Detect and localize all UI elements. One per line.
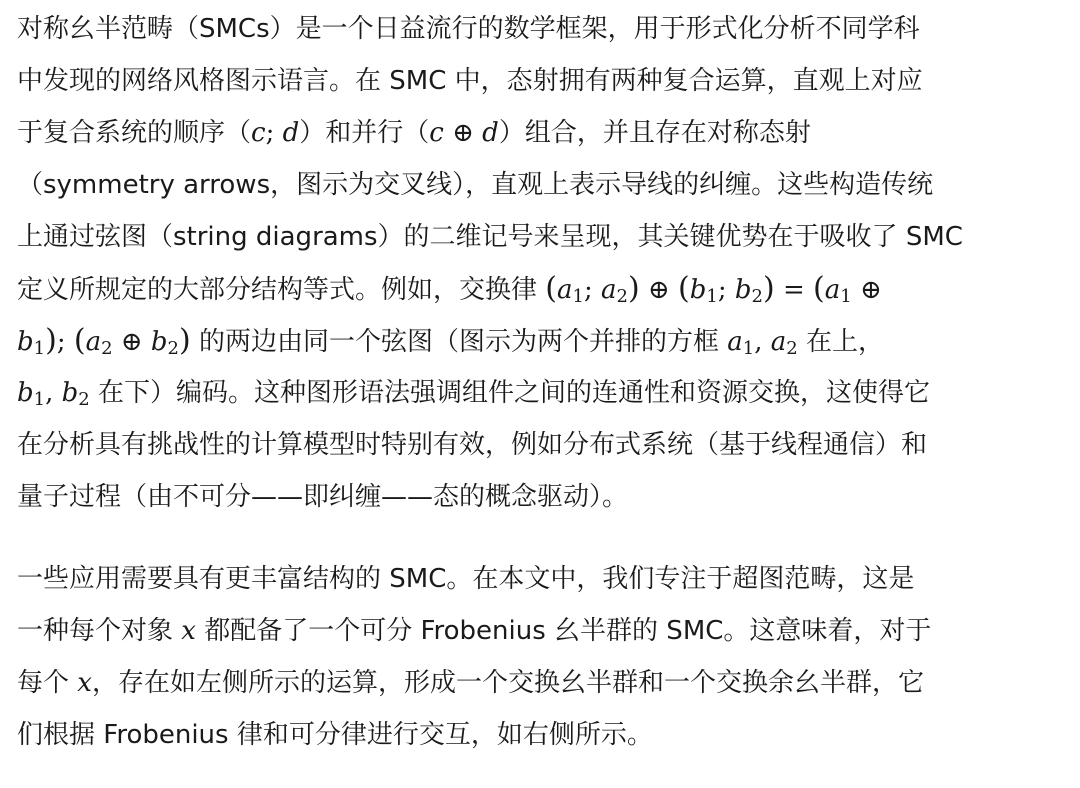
math-variable: d	[482, 118, 499, 148]
document-body	[0, 3, 1080, 761]
math-variable: c	[251, 118, 266, 148]
math-variable: c	[429, 118, 444, 148]
math-subscript: 1	[572, 286, 584, 307]
text-line	[17, 419, 1066, 471]
text-line	[17, 315, 1066, 367]
math-symbol: )	[45, 323, 57, 358]
text-run: 在下）编码。这种图形语法强调组件之间的连通性和资源交换，这使得它	[89, 378, 931, 408]
math-variable: b	[689, 275, 707, 305]
math-symbol: ;	[583, 275, 601, 305]
math-symbol: )	[627, 271, 640, 306]
paragraph-gap	[17, 523, 1066, 553]
math-variable: a	[600, 275, 617, 305]
math-variable: d	[282, 118, 300, 148]
math-variable: a	[824, 275, 841, 305]
text-run: 们根据 Frobenius 律和可分律进行交互，如右侧所示。	[17, 720, 653, 750]
text-line	[17, 471, 1066, 523]
math-variable: x	[181, 616, 196, 646]
text-run: 在上，	[797, 327, 884, 357]
text-line	[17, 709, 1066, 761]
math-symbol: ,	[45, 378, 62, 408]
text-run: 对称幺半范畴（SMCs）是一个日益流行的数学框架，用于形式化分析不同学科	[17, 14, 920, 44]
math-variable: x	[77, 668, 92, 698]
math-symbol: ,	[754, 327, 771, 357]
text-run: 每个	[17, 668, 78, 698]
math-subscript: 1	[33, 338, 46, 359]
math-variable: a	[85, 327, 102, 357]
text-line	[17, 553, 1066, 605]
text-line	[17, 263, 1066, 315]
text-line	[17, 107, 1066, 159]
text-run: 于复合系统的顺序（	[17, 118, 252, 148]
math-subscript: 2	[101, 338, 113, 359]
text-run: 一些应用需要具有更丰富结构的 SMC。在本文中，我们专注于超图范畴，这是	[17, 564, 915, 594]
math-symbol: )	[762, 271, 775, 306]
math-variable: b	[17, 378, 34, 408]
math-subscript: 2	[616, 286, 628, 307]
math-subscript: 1	[33, 389, 46, 410]
text-run: 都配备了一个可分 Frobenius 幺半群的 SMC。这意味着，对于	[195, 616, 932, 646]
math-variable: a	[556, 275, 573, 305]
text-run: 一种每个对象	[17, 616, 182, 646]
text-line	[17, 367, 1066, 419]
math-symbol: ;	[265, 118, 283, 148]
math-variable: b	[734, 275, 752, 305]
math-symbol: ⊕	[639, 275, 678, 305]
math-variable: a	[727, 327, 743, 357]
math-subscript: 1	[742, 338, 755, 359]
math-symbol: (	[678, 271, 690, 306]
text-line	[17, 55, 1066, 107]
text-line	[17, 3, 1066, 55]
text-run: 量子过程（由不可分——即纠缠——态的概念驱动）。	[17, 482, 629, 512]
text-line	[17, 159, 1066, 211]
math-symbol: ;	[56, 327, 74, 357]
math-variable: b	[61, 378, 79, 408]
paragraph-smc-intro	[17, 3, 1066, 523]
text-run: 上通过弦图（string diagrams）的二维记号来呈现，其关键优势在于吸收了 SMC	[17, 222, 963, 252]
math-subscript: 1	[706, 286, 718, 307]
text-run: ）和并行（	[299, 118, 430, 148]
math-symbol: )	[178, 323, 191, 358]
math-symbol: ⊕	[112, 327, 151, 357]
text-run: （symmetry arrows，图示为交叉线），直观上表示导线的纠缠。这些构造传统	[17, 170, 934, 200]
math-symbol: (	[73, 323, 86, 358]
text-run: 中发现的网络风格图示语言。在 SMC 中，态射拥有两种复合运算，直观上对应	[17, 66, 923, 96]
math-symbol: ⊕	[851, 275, 882, 305]
math-subscript: 1	[840, 286, 852, 307]
text-line	[17, 211, 1066, 263]
math-symbol: =	[774, 275, 814, 305]
math-symbol: (	[545, 271, 557, 306]
text-run: 定义所规定的大部分结构等式。例如，交换律	[17, 275, 546, 305]
text-line	[17, 605, 1066, 657]
paragraph-hypergraph-categories	[17, 553, 1066, 761]
math-variable: b	[17, 327, 34, 357]
text-run: 在分析具有挑战性的计算模型时特别有效，例如分布式系统（基于线程通信）和	[17, 430, 928, 460]
math-variable: a	[770, 327, 787, 357]
math-subscript: 2	[78, 389, 90, 410]
math-subscript: 2	[786, 338, 798, 359]
math-subscript: 2	[167, 338, 179, 359]
text-run: ，存在如左侧所示的运算，形成一个交换幺半群和一个交换余幺半群，它	[91, 668, 924, 698]
math-symbol: ;	[717, 275, 735, 305]
text-run: ）组合，并且存在对称态射	[498, 118, 811, 148]
math-subscript: 2	[751, 286, 763, 307]
text-run: 的两边由同一个弦图（图示为两个并排的方框	[190, 327, 728, 357]
math-symbol: (	[813, 271, 825, 306]
math-variable: b	[150, 327, 168, 357]
math-symbol: ⊕	[443, 118, 483, 148]
text-line	[17, 657, 1066, 709]
